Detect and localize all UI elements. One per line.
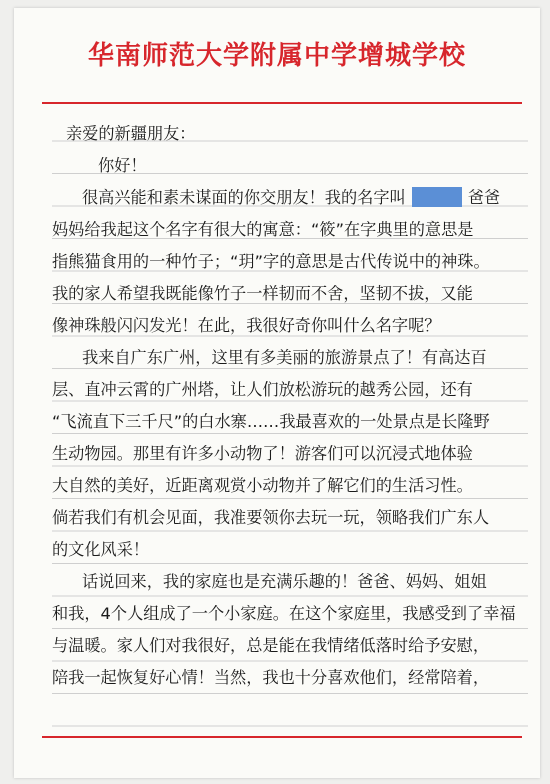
header-divider xyxy=(42,102,522,104)
school-header-title: 华南师范大学附属中学增城学校 xyxy=(87,41,466,71)
letter-line-text: 爸爸 xyxy=(467,188,501,207)
letter-hello: 你好！ xyxy=(98,156,147,175)
letter-line: 像神珠般闪闪发光！在此，我很好奇你叫什么名字呢？ xyxy=(52,316,441,335)
letter-line: 我的家人希望我既能像竹子一样韧而不舍，坚韧不拔，又能 xyxy=(52,284,473,303)
letter-line xyxy=(82,183,550,213)
letter-line: 倘若我们有机会见面，我准要领你去玩一玩，领略我们广东人 xyxy=(52,508,490,527)
letter-line: 话说回来，我的家庭也是充满乐趣的！爸爸、妈妈、姐姐 xyxy=(82,572,487,591)
footer-divider xyxy=(42,736,522,738)
letter-line: 我来自广东广州，这里有多美丽的旅游景点了！有高达百 xyxy=(82,348,487,367)
letter-line: 妈妈给我起这个名字有很大的寓意：“筱”在字典里的意思是 xyxy=(52,220,474,239)
letter-line: 生动物园。那里有许多小动物了！游客们可以沉浸式地体验 xyxy=(52,444,473,463)
letter-line: 层、直冲云霄的广州塔，让人们放松游玩的越秀公园，还有 xyxy=(52,380,473,399)
letter-line-text: 很高兴能和素未谋面的你交朋友！我的名字叫 xyxy=(82,188,406,207)
letter-line: “飞流直下三千尺”的白水寨……我最喜欢的一处景点是长隆野 xyxy=(52,412,490,431)
letter-line: 与温暖。家人们对我很好，总是能在我情绪低落时给予安慰， xyxy=(52,636,490,655)
letter-paper xyxy=(14,8,540,778)
letter-body xyxy=(52,109,528,731)
letter-line: 指熊猫食用的一种竹子；“玥”字的意思是古代传说中的神珠。 xyxy=(52,252,490,271)
letter-line: 和我，4个人组成了一个小家庭。在这个家庭里，我感受到了幸福 xyxy=(52,604,516,623)
letter-line: 大自然的美好，近距离观赏小动物并了解它们的生活习性。 xyxy=(52,476,473,495)
letter-line: 陪我一起恢复好心情！当然，我也十分喜欢他们，经常陪着， xyxy=(52,668,490,687)
letter-line: 的文化风采！ xyxy=(52,540,150,559)
letter-greeting: 亲爱的新疆朋友： xyxy=(66,124,196,143)
redacted-name-block xyxy=(412,187,462,207)
